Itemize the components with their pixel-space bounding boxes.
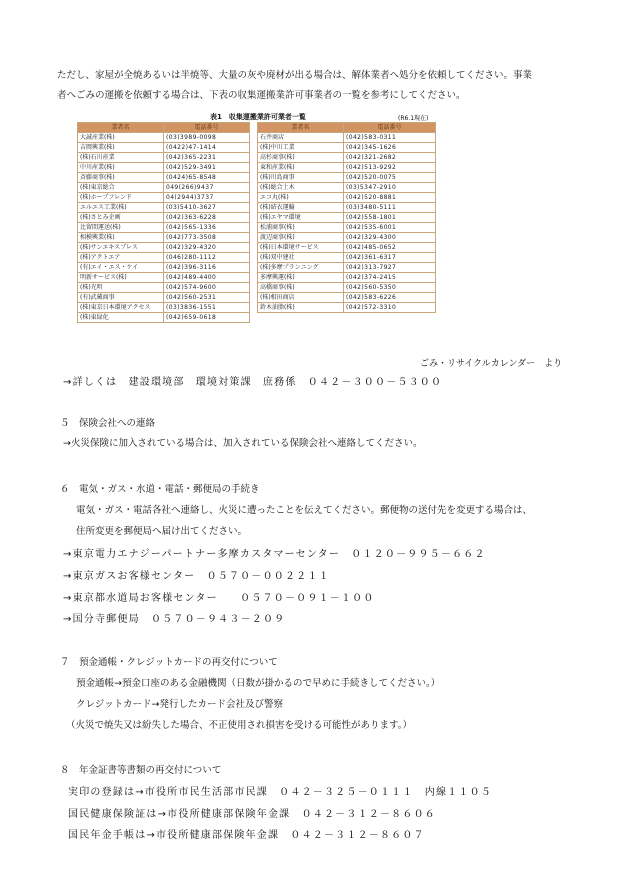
table-cell-phone-left: (042)659-0618 xyxy=(164,313,250,323)
table-cell-name-right: (株)日本環境サービス xyxy=(258,243,344,253)
table-cell-name-right: (株)エヤマ環境 xyxy=(258,213,344,223)
table-row xyxy=(78,253,436,263)
table-row xyxy=(78,283,436,293)
table-row xyxy=(78,263,436,273)
table-cell-name-left: (株)さとみ企画 xyxy=(78,213,164,223)
table-row xyxy=(78,153,436,163)
table-cell-phone-right: (03)3480-5111 xyxy=(344,203,436,213)
table-cell-name-left: (株)石川産業 xyxy=(78,153,164,163)
section-5-heading: ５ 保険会社への連絡 xyxy=(60,418,156,429)
table-cell-name-right: 多摩興運(株) xyxy=(258,273,344,283)
table-cell-phone-left: (042)560-2531 xyxy=(164,293,250,303)
table-row xyxy=(78,163,436,173)
table-cell-phone-left: (042)363-6228 xyxy=(164,213,250,223)
table-row xyxy=(78,243,436,253)
table-cell-name-right: 東和産業(株) xyxy=(258,163,344,173)
section-8-line-2: 国民健康保険証は→市役所健康部保険年金課 ０４２－３１２－８６０６ xyxy=(68,809,436,820)
intro-line-2: 者へごみの運搬を依頼する場合は、下表の収集運搬業許可事業者の一覧を参考にしてください。 xyxy=(57,90,466,101)
table-row xyxy=(78,273,436,283)
section-6-body-1: 電気・ガス・電話各社へ連絡し、火災に遭ったことを伝えてください。郵便物の送付先を変更する場合は、 xyxy=(76,505,533,516)
table-cell-name-right: (株)多摩プランニング xyxy=(258,263,344,273)
table-cell-phone-right: (042)583-6226 xyxy=(344,293,436,303)
table-cell-phone-right: (042)560-5350 xyxy=(344,283,436,293)
table-cell-phone-left: (042)365-2231 xyxy=(164,153,250,163)
intro-line-1: ただし、家屋が全焼あるいは半焼等、大量の灰や廃材が出る場合は、解体業者へ処分を依頼してください。事業 xyxy=(57,70,533,81)
table-row xyxy=(78,213,436,223)
table-cell-phone-left: (03)3836-1551 xyxy=(164,303,250,313)
table-cell-phone-left: (042)329-4320 xyxy=(164,243,250,253)
table-row xyxy=(78,223,436,233)
table-cell-name-left: 比留間運送(株) xyxy=(78,223,164,233)
table-cell-phone-left: 04(2944)3737 xyxy=(164,193,250,203)
table-cell-phone-right: (042)313-7927 xyxy=(344,263,436,273)
table-row xyxy=(78,303,436,313)
table-cell-phone-right xyxy=(344,313,436,323)
table-cell-phone-left: (042)396-3116 xyxy=(164,263,250,273)
contact-tokyo-gas: →東京ガスお客様センター ０５７０－００２２１１ xyxy=(63,571,330,582)
table-cell-name-left: (株)アクトエア xyxy=(78,253,164,263)
table-cell-phone-left: (0422)47-1414 xyxy=(164,143,250,153)
table-cell-phone-left: (042)565-1336 xyxy=(164,223,250,233)
table-cell-phone-right: (042)520-8881 xyxy=(344,193,436,203)
table-cell-name-right: (株)川島商事 xyxy=(258,173,344,183)
table-cell-name-right: 鈴木油脂(株) xyxy=(258,303,344,313)
table-cell-phone-left: (042)773-3508 xyxy=(164,233,250,243)
table-cell-name-right: (株)総合土木 xyxy=(258,183,344,193)
section-8-heading: ８ 年金証書等書類の再交付について xyxy=(60,765,222,776)
table-row xyxy=(78,313,436,323)
source-credit: ごみ・リサイクルカレンダー より xyxy=(420,359,563,369)
table-cell-name-right xyxy=(258,313,344,323)
table-row xyxy=(78,293,436,303)
table-cell-phone-right: (042)374-2415 xyxy=(344,273,436,283)
table-cell-phone-left: (046)280-1112 xyxy=(164,253,250,263)
table-cell-phone-left: (03)3989-0098 xyxy=(164,133,250,143)
section-8-line-3: 国民年金手帳は→市役所健康部保険年金課 ０４２－３１２－８６０７ xyxy=(68,830,425,841)
table-cell-name-left: (株)ホープフレンド xyxy=(78,193,164,203)
contact-water: →東京都水道局お客様センター ０５７０－０９１－１００ xyxy=(63,593,375,604)
table-cell-name-left: (株)光明 xyxy=(78,283,164,293)
section-7-line-2: クレジットカード→発行したカード会社及び警察 xyxy=(76,699,283,710)
table-cell-phone-right: (042)583-0311 xyxy=(344,133,436,143)
table-row xyxy=(78,193,436,203)
contact-environment: →詳しくは 建設環境部 環境対策課 庶務係 ０４２－３００－５３００ xyxy=(63,377,443,388)
table-cell-phone-left: (0424)65-8548 xyxy=(164,173,250,183)
table-cell-name-left: 斉藤商事(株) xyxy=(78,173,164,183)
table-cell-name-right: (株)結衣運輸 xyxy=(258,203,344,213)
table-cell-name-left: (株)東緑化 xyxy=(78,313,164,323)
header-name-left: 業者名 xyxy=(78,123,164,133)
table-cell-phone-right: (042)520-0075 xyxy=(344,173,436,183)
table-cell-phone-right: (042)572-3310 xyxy=(344,303,436,313)
table-cell-phone-right: (042)485-0652 xyxy=(344,243,436,253)
table-header-row xyxy=(78,123,436,133)
table-date: (R6.1現在) xyxy=(398,115,429,122)
table-cell-phone-right: (042)513-9292 xyxy=(344,163,436,173)
table-cell-phone-left: (042)574-9600 xyxy=(164,283,250,293)
table-cell-phone-right: (042)535-6001 xyxy=(344,223,436,233)
table-cell-phone-right: (042)558-1801 xyxy=(344,213,436,223)
table-cell-name-left: 中川産業(株) xyxy=(78,163,164,173)
table-title: 表1 収集運搬業許可業者一覧 xyxy=(210,113,306,121)
table-cell-phone-right: (042)321-2682 xyxy=(344,153,436,163)
section-8-line-1: 実印の登録は→市役所市民生活部市民課 ０４２－３２５－０１１１ 内線１１０５ xyxy=(68,787,492,798)
table-cell-name-right: (株)相田商店 xyxy=(258,293,344,303)
table-cell-name-left: 大誠産業(株) xyxy=(78,133,164,143)
section-6-heading: ６ 電気・ガス・水道・電話・郵便局の手続き xyxy=(60,484,260,495)
section-5-body: →火災保険に加入されている場合は、加入されている保険会社へ連絡してください。 xyxy=(63,438,423,449)
table-cell-phone-left: 049(266)9437 xyxy=(164,183,250,193)
section-7-heading: ７ 預金通帳・クレジットカードの再交付について xyxy=(60,657,278,668)
table-row xyxy=(78,233,436,243)
table-cell-name-left: 明新サービス(株) xyxy=(78,273,164,283)
table-row xyxy=(78,173,436,183)
table-row xyxy=(78,133,436,143)
table-cell-name-left: (株)サンエキスプレス xyxy=(78,243,164,253)
section-7-line-1: 預金通帳→預金口座のある金融機関（日数が掛かるので早めに手続きしてください。） xyxy=(76,678,441,689)
table-cell-phone-left: (03)5410-3627 xyxy=(164,203,250,213)
table-cell-name-right: 高杉商事(株) xyxy=(258,153,344,163)
table-cell-phone-left: (042)489-4400 xyxy=(164,273,250,283)
header-phone-right: 電話番号 xyxy=(344,123,436,133)
table-cell-name-left: (有)武蔵商事 xyxy=(78,293,164,303)
table-cell-name-right: 高橋商事(株) xyxy=(258,283,344,293)
section-7-note: （火災で焼失又は紛失した場合、不正使用され損害を受ける可能性があります。） xyxy=(66,720,412,731)
table-cell-name-right: 渡辺商事(株) xyxy=(258,233,344,243)
table-cell-name-left: エルエス工業(株) xyxy=(78,203,164,213)
table-cell-name-left: 吉岡興業(株) xyxy=(78,143,164,153)
table-cell-name-right: (株)双中建社 xyxy=(258,253,344,263)
table-cell-phone-right: (042)345-1626 xyxy=(344,143,436,153)
table-cell-name-right: エコ丸(株) xyxy=(258,193,344,203)
section-6-body-2: 住所変更を郵便局へ届け出てください。 xyxy=(76,526,248,537)
table-cell-phone-right: (042)329-4300 xyxy=(344,233,436,243)
table-row xyxy=(78,143,436,153)
table-cell-name-left: (有)エイ・エス・ケイ xyxy=(78,263,164,273)
table-cell-phone-left: (042)529-3491 xyxy=(164,163,250,173)
table-cell-name-right: 松浦商事(株) xyxy=(258,223,344,233)
header-name-right: 業者名 xyxy=(258,123,344,133)
table-cell-phone-right: (03)5347-2910 xyxy=(344,183,436,193)
table-row xyxy=(78,183,436,193)
contact-tepco: →東京電力エナジーパートナー多摩カスタマーセンター ０１２０－９９５－６６２ xyxy=(63,549,486,560)
table-cell-name-right: (株)中川工業 xyxy=(258,143,344,153)
table-cell-name-left: (株)東京総合 xyxy=(78,183,164,193)
table-row xyxy=(78,203,436,213)
table-cell-name-left: 相模興業(株) xyxy=(78,233,164,243)
table-cell-phone-right: (042)361-6317 xyxy=(344,253,436,263)
contact-post-office: →国分寺郵便局 ０５７０－９４３－２０９ xyxy=(63,614,286,625)
table-cell-name-left: (株)東京日本環境アクセス xyxy=(78,303,164,313)
table-cell-name-right: 石井商店 xyxy=(258,133,344,143)
license-table xyxy=(77,122,436,323)
header-phone-left: 電話番号 xyxy=(164,123,250,133)
